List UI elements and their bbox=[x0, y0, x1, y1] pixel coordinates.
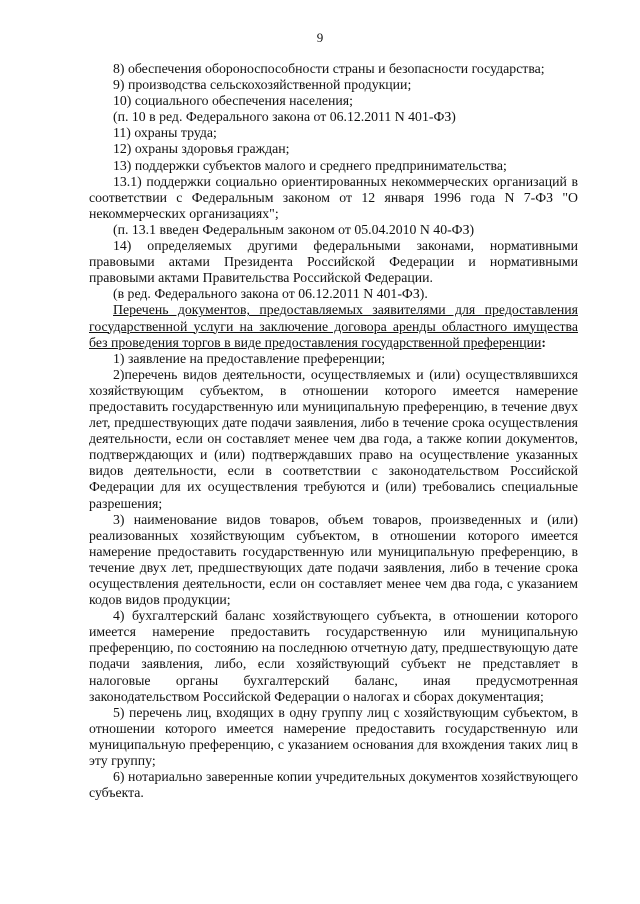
item-10-note: (п. 10 в ред. Федерального закона от 06.12.2011 N 401-ФЗ) bbox=[113, 109, 456, 125]
document-item-3: 3) наименование видов товаров, объем товаров, произведенных и (или) реализованных хозяйствующим субъектом, в отношении которого имеется намерение предоставить государственную или муниципальную преференцию, в течение двух лет, предшествующих дате подачи заявления, либо в течение срока осуществления деятельности, если он составляет менее чем два года, с указанием кодов видов продукции; bbox=[89, 511, 578, 608]
item-13: 13) поддержки субъектов малого и среднего предпринимательства; bbox=[113, 157, 507, 173]
item-14-note: (в ред. Федерального закона от 06.12.2011 N 401-ФЗ). bbox=[113, 286, 428, 302]
document-item-1: 1) заявление на предоставление преференции; bbox=[113, 350, 386, 366]
documents-heading bbox=[89, 302, 578, 350]
document-item-4: 4) бухгалтерский баланс хозяйствующего субъекта, в отношении которого имеется намерение предоставить государственную или муниципальную преференцию, по состоянию на последнюю отчетную дату, предшествующую дате подачи заявления, либо, если хозяйствующий субъект не представляет в налоговые органы бухгалтерский баланс, иная предусмотренная законодательством Российской Федерации о налогах и сборах документация; bbox=[89, 608, 578, 704]
item-12: 12) охраны здоровья граждан; bbox=[113, 141, 290, 157]
item-13-1-note: (п. 13.1 введен Федеральным законом от 05.04.2010 N 40-ФЗ) bbox=[113, 221, 475, 237]
documents-heading-colon: : bbox=[541, 334, 546, 350]
item-9: 9) производства сельскохозяйственной продукции; bbox=[113, 77, 412, 93]
document-item-5: 5) перечень лиц, входящих в одну группу лиц с хозяйствующим субъектом, в отношении которого имеется намерение предоставить государственную или муниципальную преференцию, с указанием основания для вхождения таких лиц в эту группу; bbox=[89, 704, 578, 769]
document-item-6: 6) нотариально заверенные копии учредительных документов хозяйствующего субъекта. bbox=[89, 769, 578, 801]
item-10: 10) социального обеспечения населения; bbox=[113, 93, 353, 109]
page-number: 9 bbox=[316, 30, 324, 45]
item-13-1: 13.1) поддержки социально ориентированных некоммерческих организаций в соответствии с Федеральным законом от 12 января 1996 года N 7-ФЗ "О некоммерческих организациях"; bbox=[89, 173, 578, 221]
item-14: 14) определяемых другими федеральными законами, нормативными правовыми актами Президента Российской Федерации и нормативными правовыми актами Правительства Российской Федерации. bbox=[89, 238, 578, 286]
item-11: 11) охраны труда; bbox=[113, 125, 217, 141]
item-8: 8) обеспечения обороноспособности страны и безопасности государства; bbox=[113, 61, 545, 76]
document-item-2: 2)перечень видов деятельности, осуществляемых и (или) осуществлявшихся хозяйствующим субъектом, в отношении которого имеется намерение предоставить государственную или муниципальную преференцию, в течение двух лет, предшествующих дате подачи заявления, либо в течение срока осуществления деятельности, если он составляет менее чем два года, а также копии документов, подтверждающих и (или) подтверждавших право на осуществление указанных видов деятельности, если в соответствии с законодательством Российской Федерации для их осуществления требуются и (или) требовались специальные разрешения; bbox=[89, 366, 578, 511]
document-body bbox=[89, 61, 578, 801]
documents-heading-text: Перечень документов, предоставляемых заявителями для предоставления государственной услуги на заключение договора аренды областного имущества без проведения торгов в виде предоставления государственной преференции bbox=[89, 302, 578, 350]
